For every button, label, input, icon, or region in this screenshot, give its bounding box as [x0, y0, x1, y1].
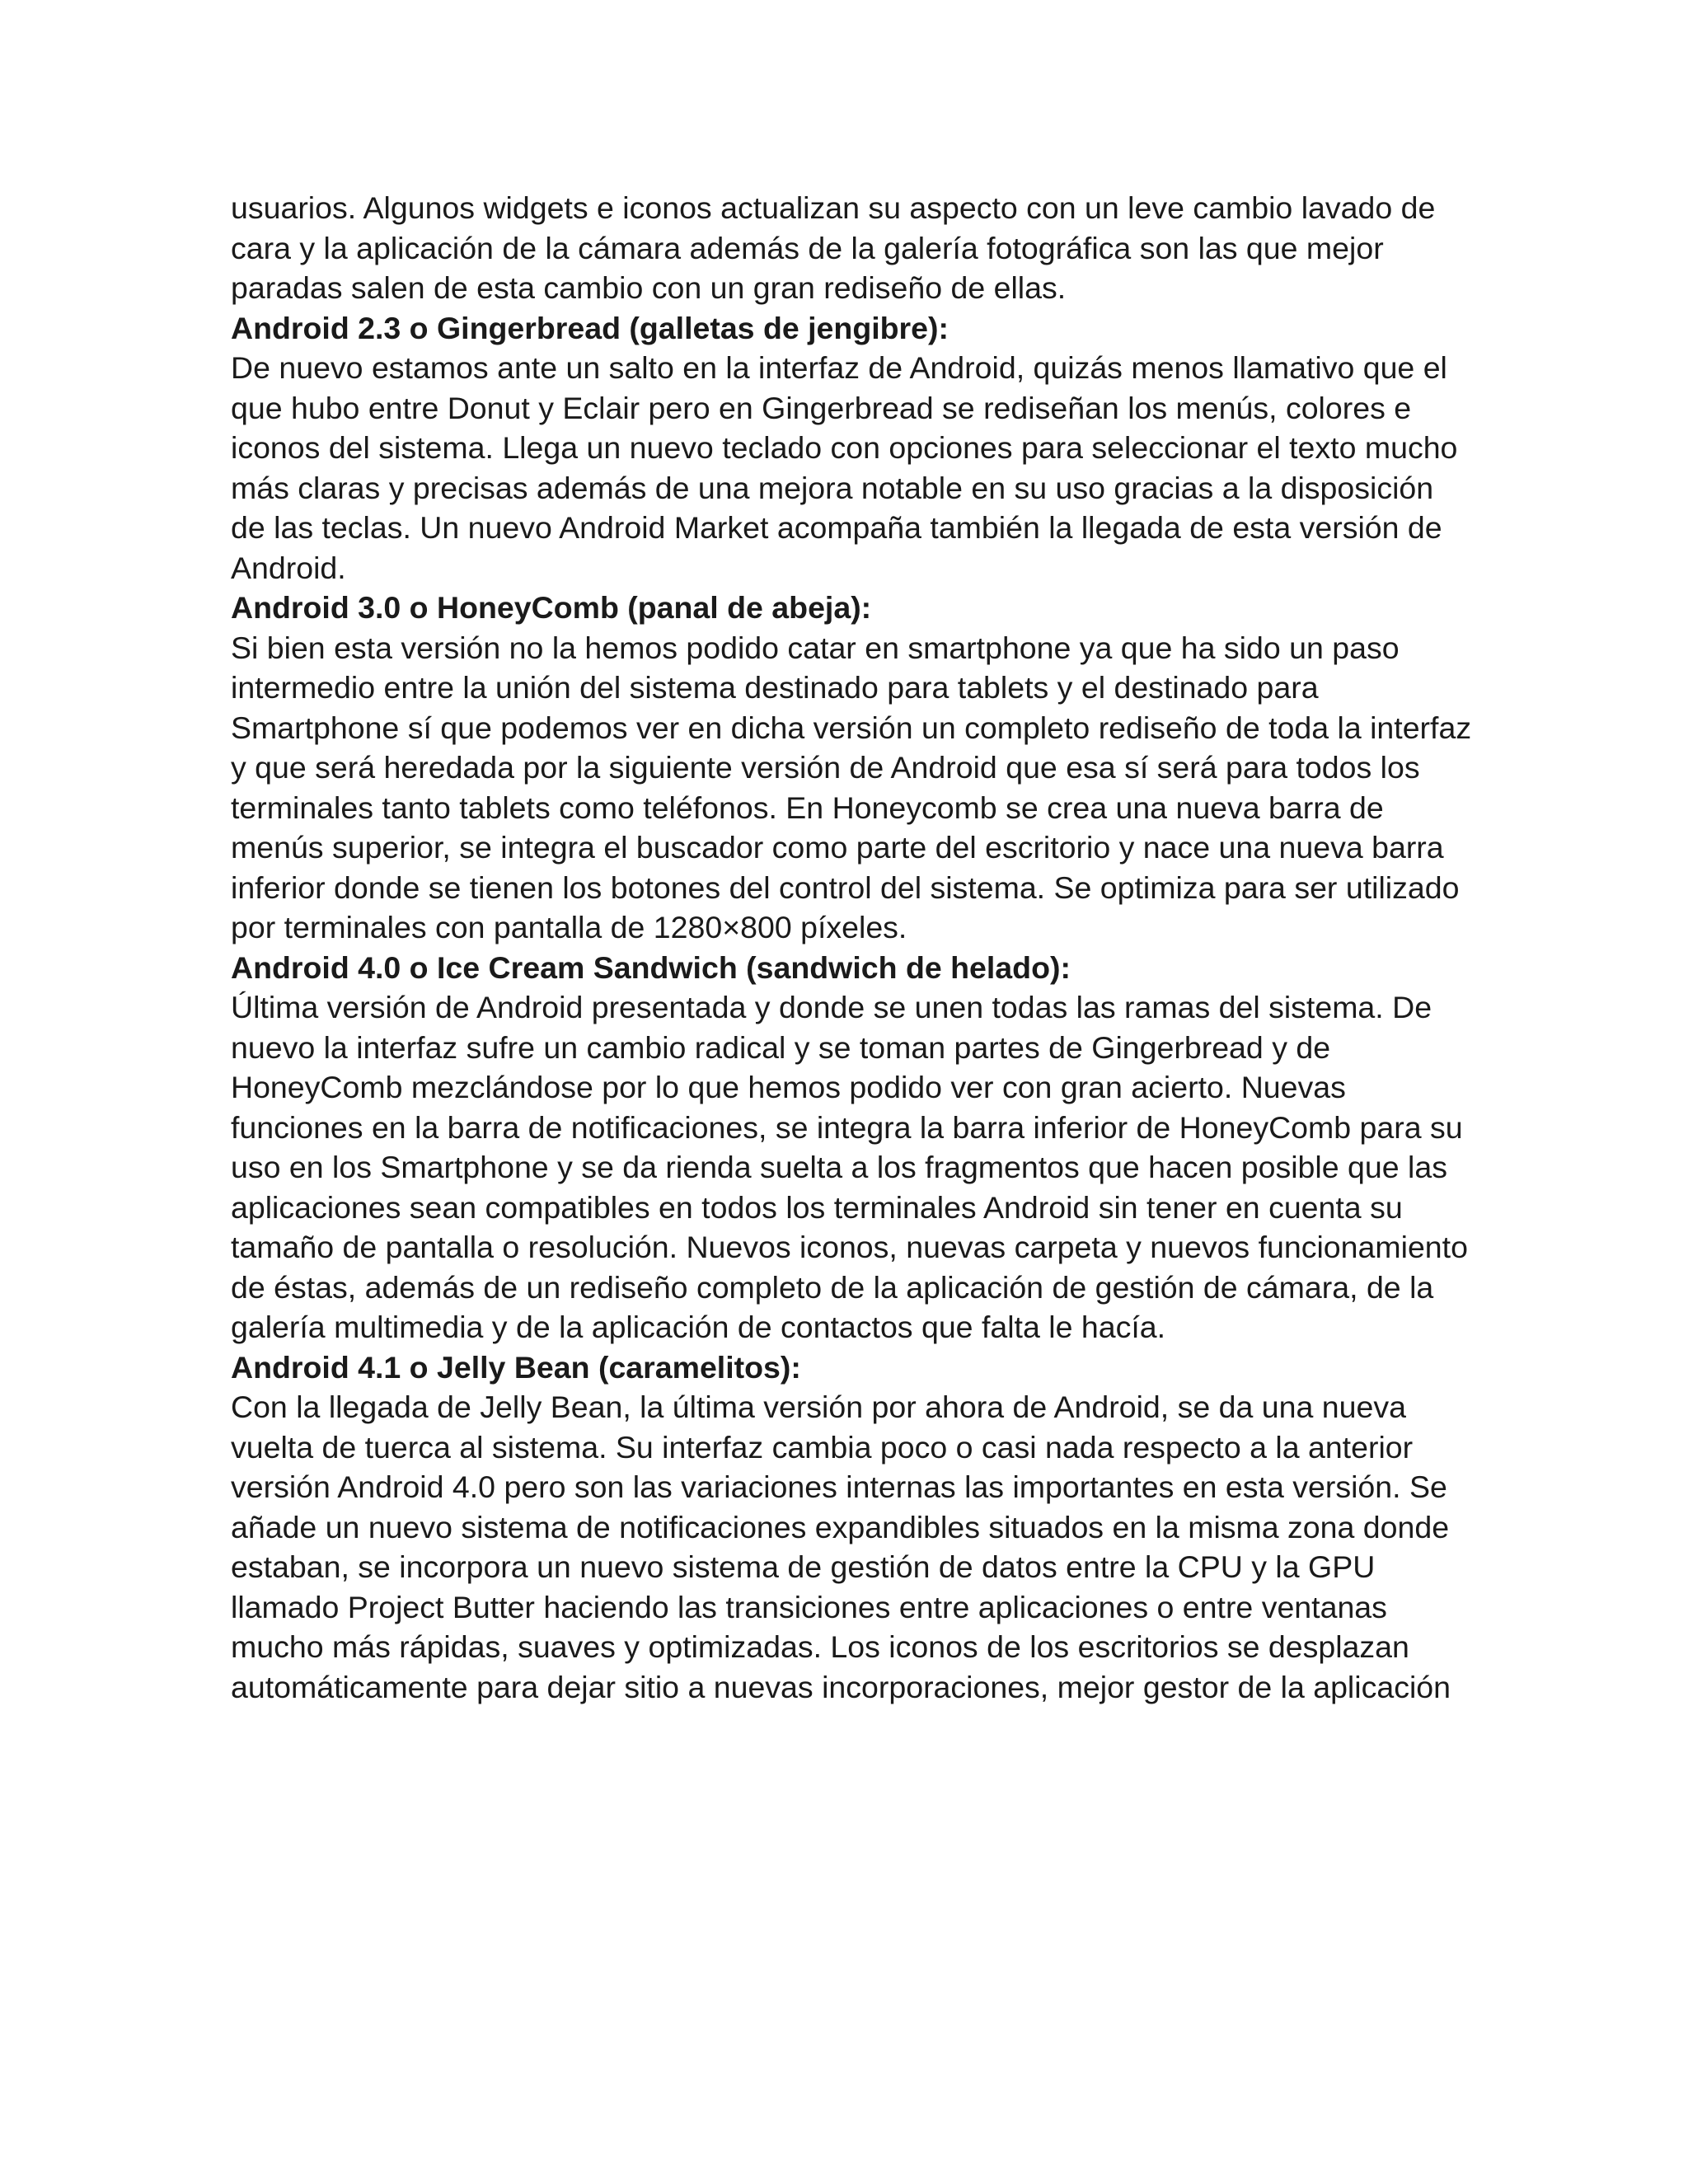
paragraph-line: De nuevo estamos ante un salto en la interfaz de Android, quizás menos llamativo que el: [231, 350, 1447, 385]
paragraph-line: añade un nuevo sistema de notificaciones expandibles situados en la misma zona donde: [231, 1509, 1450, 1544]
paragraph-line: automáticamente para dejar sitio a nuevas incorporaciones, mejor gestor de la aplicación: [231, 1669, 1451, 1704]
paragraph-line: Si bien esta versión no la hemos podido catar en smartphone ya que ha sido un paso: [231, 630, 1400, 665]
paragraph-line: menús superior, se integra el buscador como parte del escritorio y nace una nueva barra: [231, 830, 1444, 865]
section-heading-honeycomb: Android 3.0 o HoneyComb (panal de abeja):: [231, 590, 872, 625]
paragraph-line: inferior donde se tienen los botones del control del sistema. Se optimiza para ser utilizado: [231, 869, 1460, 905]
section-heading-gingerbread: Android 2.3 o Gingerbread (galletas de jengibre):: [231, 310, 949, 345]
paragraph-line: Con la llegada de Jelly Bean, la última versión por ahora de Android, se da una nueva: [231, 1390, 1406, 1424]
paragraph-line: más claras y precisas además de una mejora notable en su uso gracias a la disposición: [231, 470, 1434, 505]
paragraph-line: galería multimedia y de la aplicación de contactos que falta le hacía.: [231, 1310, 1166, 1344]
paragraph-line: funciones en la barra de notificaciones, se integra la barra inferior de HoneyComb para su: [231, 1109, 1463, 1145]
section-heading-ice-cream-sandwich: Android 4.0 o Ice Cream Sandwich (sandwich de helado):: [231, 949, 1071, 985]
section-paragraph-honeycomb: [231, 628, 1472, 948]
paragraph-line: de las teclas. Un nuevo Android Market acompaña también la llegada de esta versión de: [231, 510, 1442, 545]
paragraph-line: cara y la aplicación de la cámara además de la galería fotográfica son las que mejor: [231, 230, 1384, 265]
section-heading-jelly-bean: Android 4.1 o Jelly Bean (caramelitos):: [231, 1349, 801, 1385]
paragraph-line: llamado Project Butter haciendo las transiciones entre aplicaciones o entre ventanas: [231, 1589, 1387, 1624]
paragraph-line: mucho más rápidas, suaves y optimizadas. Los iconos de los escritorios se desplazan: [231, 1629, 1409, 1664]
paragraph-line: HoneyComb mezclándose por lo que hemos podido ver con gran acierto. Nuevas: [231, 1070, 1346, 1104]
paragraph-line: versión Android 4.0 pero son las variaciones internas las importantes en esta versión. Se: [231, 1469, 1447, 1504]
paragraph-line: Smartphone sí que podemos ver en dicha versión un completo rediseño de toda la interfaz: [231, 710, 1472, 745]
paragraph-line: nuevo la interfaz sufre un cambio radical y se toman partes de Gingerbread y de: [231, 1029, 1331, 1065]
paragraph-line: intermedio entre la unión del sistema destinado para tablets y el destinado para: [231, 670, 1319, 705]
paragraph-line: iconos del sistema. Llega un nuevo teclado con opciones para seleccionar el texto mucho: [231, 430, 1458, 465]
paragraph-line: paradas salen de esta cambio con un gran rediseño de ellas.: [231, 270, 1067, 305]
document-body: [231, 188, 1472, 1707]
section-paragraph-ice-cream-sandwich: [231, 987, 1468, 1347]
paragraph-line: vuelta de tuerca al sistema. Su interfaz cambia poco o casi nada respecto a la anterior: [231, 1429, 1414, 1465]
paragraph-line: y que será heredada por la siguiente versión de Android que esa sí será para todos los: [231, 750, 1420, 785]
paragraph-line: Última versión de Android presentada y donde se unen todas las ramas del sistema. De: [231, 990, 1432, 1024]
paragraph-line: Android.: [231, 550, 346, 585]
paragraph-line: terminales tanto tablets como teléfonos. En Honeycomb se crea una nueva barra de: [231, 790, 1384, 825]
paragraph-line: que hubo entre Donut y Eclair pero en Gingerbread se rediseñan los menús, colores e: [231, 390, 1412, 425]
paragraph-line: por terminales con pantalla de 1280×800 píxeles.: [231, 910, 907, 944]
paragraph-line: de éstas, además de un rediseño completo de la aplicación de gestión de cámara, de la: [231, 1269, 1434, 1305]
paragraph-line: usuarios. Algunos widgets e iconos actualizan su aspecto con un leve cambio lavado de: [231, 190, 1436, 225]
paragraph-line: aplicaciones sean compatibles en todos los terminales Android sin tener en cuenta su: [231, 1189, 1403, 1225]
paragraph-line: tamaño de pantalla o resolución. Nuevos iconos, nuevas carpeta y nuevos funcionamiento: [231, 1230, 1468, 1264]
section-paragraph-gingerbread: [231, 348, 1458, 588]
section-paragraph-jelly-bean: [231, 1387, 1451, 1707]
paragraph-line: uso en los Smartphone y se da rienda suelta a los fragmentos que hacen posible que las: [231, 1150, 1447, 1184]
intro-paragraph: [231, 188, 1451, 308]
paragraph-line: estaban, se incorpora un nuevo sistema de gestión de datos entre la CPU y la GPU: [231, 1549, 1376, 1584]
